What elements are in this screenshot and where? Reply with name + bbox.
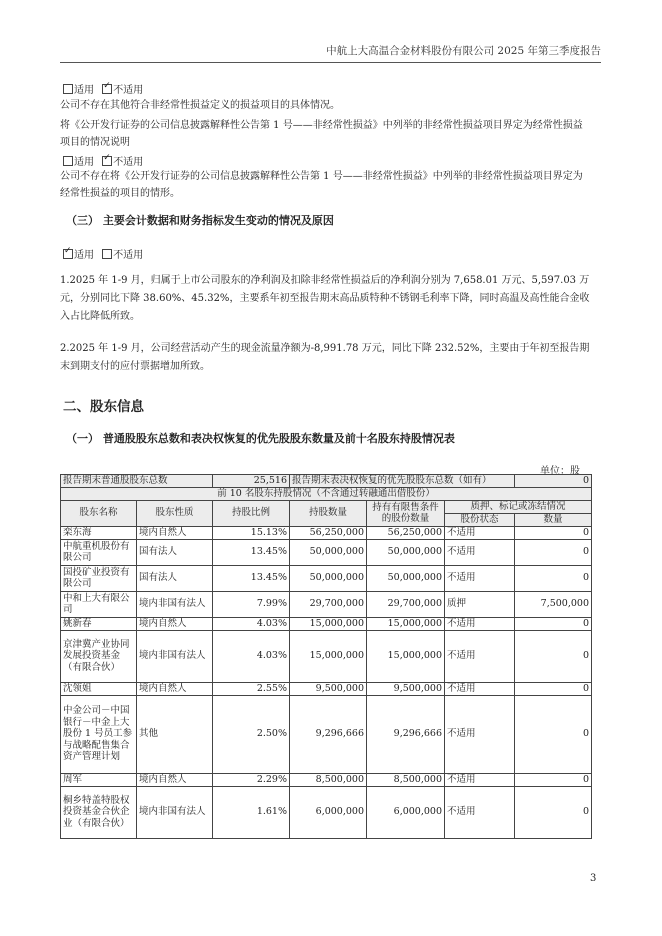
holder-pledge-qty: 0 — [515, 695, 592, 773]
table-row — [61, 682, 592, 695]
holder-quantity: 9,500,000 — [290, 682, 367, 695]
holder-ratio: 2.50% — [213, 695, 290, 773]
holder-name: 中航重机股份有限公司 — [61, 539, 137, 565]
pref-holders-label: 报告期末表决权恢复的优先股股东总数（如有） — [290, 475, 515, 488]
table-row — [61, 695, 592, 773]
page-number: 3 — [590, 873, 597, 884]
holder-restricted: 50,000,000 — [367, 565, 445, 591]
nonrecurring-text-1: 公司不存在其他符合非经常性损益定义的损益项目的具体情况。 — [60, 100, 340, 111]
holder-pledge-status: 不适用 — [445, 773, 515, 786]
col-restricted-header: 持有有限售条件的股份数量 — [367, 500, 445, 526]
holder-pledge-status: 不适用 — [445, 565, 515, 591]
holder-restricted: 15,000,000 — [367, 630, 445, 682]
holder-nature: 境内非国有法人 — [137, 786, 213, 838]
applicability-checkboxes-1 — [63, 81, 143, 96]
not-applicable-label: 不适用 — [113, 250, 144, 261]
holder-ratio: 4.03% — [213, 630, 290, 682]
total-holders-value: 25,516 — [213, 475, 290, 488]
col-pledge-group-header: 质押、标记或冻结情况 — [445, 500, 592, 513]
holder-restricted: 29,700,000 — [367, 591, 445, 617]
holder-name: 姚新春 — [61, 617, 137, 630]
col-pledge-qty-header: 数量 — [515, 513, 592, 526]
col-pledge-status-header: 股份状态 — [445, 513, 515, 526]
holder-restricted: 9,296,666 — [367, 695, 445, 773]
unit-label: 单位：股 — [540, 466, 580, 477]
holder-name: 桐乡特盖特股权投资基金合伙企业（有限合伙） — [61, 786, 137, 838]
holder-ratio: 7.99% — [213, 591, 290, 617]
holder-pledge-qty: 0 — [515, 526, 592, 539]
holder-nature: 境内自然人 — [137, 526, 213, 539]
holder-restricted: 56,250,000 — [367, 526, 445, 539]
holder-name: 栾东海 — [61, 526, 137, 539]
not-applicable-label: 不适用 — [113, 85, 144, 96]
holder-nature: 境内非国有法人 — [137, 630, 213, 682]
holder-restricted: 8,500,000 — [367, 773, 445, 786]
applicable-label: 适用 — [74, 85, 94, 96]
holder-pledge-qty: 0 — [515, 617, 592, 630]
nonrecurring-text-2: 将《公开发行证券的公司信息披露解释性公告第 1 号——非经常性损益》中列举的非经常性损益项目界定为经常性损益项目的情况说明 — [60, 120, 583, 148]
holder-ratio: 15.13% — [213, 526, 290, 539]
applicable-label: 适用 — [74, 157, 94, 168]
holder-name: 中金公司－中国银行－中金上大股份 1 号员工参与战略配售集合资产管理计划 — [61, 695, 137, 773]
shareholders-subheading: （一） 普通股股东总数和表决权恢复的优先股股东数量及前十名股东持股情况表 — [66, 432, 455, 445]
header-row-1 — [61, 500, 592, 513]
holder-ratio: 1.61% — [213, 786, 290, 838]
checked-box[interactable] — [102, 156, 112, 166]
holder-ratio: 2.55% — [213, 682, 290, 695]
top10-title: 前 10 名股东持股情况（不含通过转融通出借股份） — [61, 487, 592, 500]
checked-box[interactable] — [102, 84, 112, 94]
changes-paragraph-2: 2.2025 年 1-9 月，公司经营活动产生的现金流量净额为-8,991.78 万元，同比下降 232.52%，主要由于年初至报告期末到期支付的应付票据增加所致。 — [60, 343, 590, 372]
holder-restricted: 9,500,000 — [367, 682, 445, 695]
holder-pledge-qty: 0 — [515, 539, 592, 565]
holder-quantity: 8,500,000 — [290, 773, 367, 786]
shareholders-heading: 二、股东信息 — [63, 399, 144, 415]
holder-pledge-qty: 0 — [515, 773, 592, 786]
holder-ratio: 4.03% — [213, 617, 290, 630]
holder-pledge-qty: 0 — [515, 565, 592, 591]
nonrecurring-text-3: 公司不存在将《公开发行证券的公司信息披露解释性公告第 1 号——非经常性损益》中列举的非经常性损益项目界定为经常性损益的项目的情形。 — [60, 171, 583, 199]
holder-pledge-status: 不适用 — [445, 786, 515, 838]
unchecked-box[interactable] — [63, 156, 73, 166]
holder-nature: 境内自然人 — [137, 617, 213, 630]
holder-name: 京津冀产业协同发展投资基金（有限合伙） — [61, 630, 137, 682]
holder-nature: 其他 — [137, 695, 213, 773]
holder-nature: 境内非国有法人 — [137, 591, 213, 617]
holder-nature: 国有法人 — [137, 565, 213, 591]
summary-row — [61, 475, 592, 488]
holder-pledge-status: 不适用 — [445, 695, 515, 773]
table-row — [61, 526, 592, 539]
holder-nature: 境内自然人 — [137, 773, 213, 786]
total-holders-label: 报告期末普通股股东总数 — [61, 475, 213, 488]
holder-quantity: 50,000,000 — [290, 565, 367, 591]
unchecked-box[interactable] — [63, 84, 73, 94]
holder-ratio: 13.45% — [213, 565, 290, 591]
unchecked-box[interactable] — [102, 249, 112, 259]
holder-quantity: 6,000,000 — [290, 786, 367, 838]
holder-quantity: 15,000,000 — [290, 617, 367, 630]
not-applicable-label: 不适用 — [113, 157, 144, 168]
holder-name: 国投矿业投资有限公司 — [61, 565, 137, 591]
applicability-checkboxes-2 — [63, 153, 143, 168]
holder-name: 中和上大有限公司 — [61, 591, 137, 617]
holder-nature: 国有法人 — [137, 539, 213, 565]
checked-box[interactable] — [63, 249, 73, 259]
pref-holders-value: 0 — [515, 475, 592, 488]
holder-restricted: 50,000,000 — [367, 539, 445, 565]
holder-pledge-status: 不适用 — [445, 539, 515, 565]
holder-restricted: 6,000,000 — [367, 786, 445, 838]
holder-pledge-status: 不适用 — [445, 682, 515, 695]
holder-restricted: 15,000,000 — [367, 617, 445, 630]
applicability-checkboxes-3 — [63, 246, 143, 261]
holder-pledge-qty: 7,500,000 — [515, 591, 592, 617]
table-row — [61, 630, 592, 682]
table-row — [61, 786, 592, 838]
holder-quantity: 56,250,000 — [290, 526, 367, 539]
col-quantity-header: 持股数量 — [290, 500, 367, 526]
holder-pledge-qty: 0 — [515, 682, 592, 695]
col-nature-header: 股东性质 — [137, 500, 213, 526]
holder-quantity: 29,700,000 — [290, 591, 367, 617]
holder-quantity: 50,000,000 — [290, 539, 367, 565]
changes-heading: （三） 主要会计数据和财务指标发生变动的情况及原因 — [66, 214, 334, 227]
top10-title-row — [61, 487, 592, 500]
holder-name: 沈领姐 — [61, 682, 137, 695]
holder-nature: 境内自然人 — [137, 682, 213, 695]
holder-ratio: 13.45% — [213, 539, 290, 565]
holder-pledge-status: 不适用 — [445, 630, 515, 682]
holder-quantity: 15,000,000 — [290, 630, 367, 682]
table-row — [61, 773, 592, 786]
table-row — [61, 591, 592, 617]
holder-ratio: 2.29% — [213, 773, 290, 786]
holder-pledge-status: 不适用 — [445, 526, 515, 539]
holder-pledge-status: 质押 — [445, 591, 515, 617]
col-name-header: 股东名称 — [61, 500, 137, 526]
table-row — [61, 617, 592, 630]
col-ratio-header: 持股比例 — [213, 500, 290, 526]
holder-quantity: 9,296,666 — [290, 695, 367, 773]
applicable-label: 适用 — [74, 250, 94, 261]
holder-pledge-qty: 0 — [515, 630, 592, 682]
changes-paragraph-1: 1.2025 年 1-9 月，归属于上市公司股东的净利润及扣除非经常性损益后的净利润分别为 7,658.01 万元、5,597.03 万元，分别同比下降 38.60%、45.32%，主要系年初至报告期末高品质特种不锈钢毛利率下降，同时高温及高性能合金收入占比降低所致。 — [60, 275, 590, 322]
holder-name: 周军 — [61, 773, 137, 786]
table-row — [61, 539, 592, 565]
page-header: 中航上大高温合金材料股份有限公司 2025 年第三季度报告 — [60, 43, 601, 63]
table-row — [61, 565, 592, 591]
holder-pledge-status: 不适用 — [445, 617, 515, 630]
shareholders-table — [60, 474, 592, 839]
holder-pledge-qty: 0 — [515, 786, 592, 838]
